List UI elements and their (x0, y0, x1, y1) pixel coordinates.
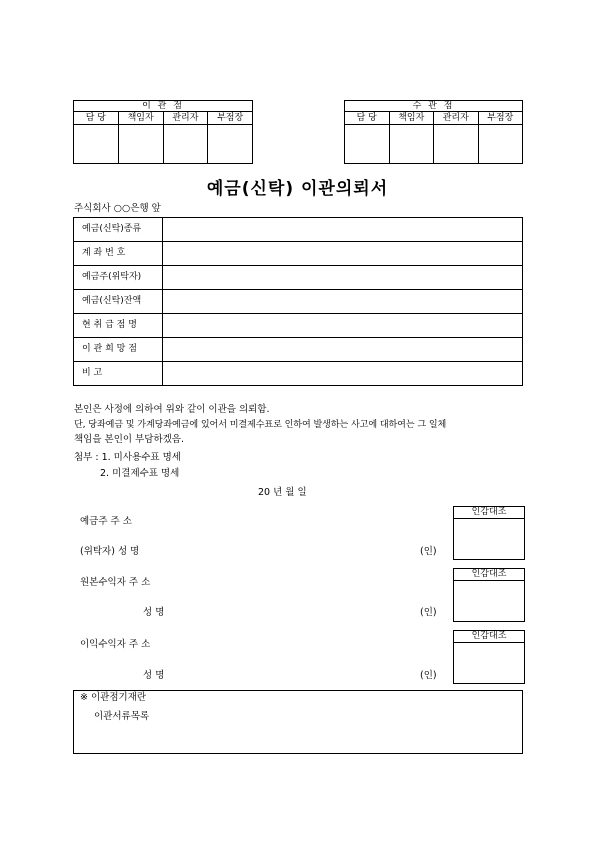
request-statement: 본인은 사정에 의하여 위와 같이 이관을 의뢰함. (74, 404, 270, 415)
row-value[interactable] (163, 266, 523, 290)
signature-cell[interactable] (434, 125, 479, 164)
row-value[interactable] (163, 218, 523, 242)
row-label: 비 고 (74, 362, 163, 386)
approval-col: 관리자 (434, 112, 479, 125)
signature-cell[interactable] (163, 125, 208, 164)
approval-header: 이 관 점 (74, 101, 253, 112)
seal-mark: (인) (420, 670, 437, 681)
principal-beneficiary-name-label: 성 명 (143, 607, 165, 618)
row-value[interactable] (163, 362, 523, 386)
note-item: 이관서류목록 (94, 711, 150, 722)
signature-cell[interactable] (208, 125, 253, 164)
row-label: 계 좌 번 호 (74, 242, 163, 266)
date-line: 20 년 월 일 (258, 487, 307, 498)
table-row (74, 218, 523, 242)
seal-comparison-box[interactable] (453, 568, 525, 622)
seal-mark: (인) (420, 607, 437, 618)
transfer-branch-entry-box[interactable] (73, 690, 523, 754)
table-row (74, 314, 523, 338)
seal-box-label: 인감대조 (454, 507, 524, 519)
approval-col: 책임자 (118, 112, 163, 125)
table-row (74, 362, 523, 386)
approval-col: 관리자 (163, 112, 208, 125)
approval-col: 부점장 (478, 112, 523, 125)
signature-cell[interactable] (478, 125, 523, 164)
signature-cell[interactable] (345, 125, 390, 164)
seal-comparison-box[interactable] (453, 506, 525, 560)
note-title: ※ 이관점기재란 (80, 692, 147, 703)
table-row (74, 290, 523, 314)
approval-table-transfer-in (344, 100, 523, 164)
approval-col: 담 당 (345, 112, 390, 125)
liability-clause: 단, 당좌예금 및 가계당좌예금에 있어서 미결제수표로 인하여 발생하는 사고에 대하여는 그 일체 (74, 420, 447, 430)
seal-comparison-box[interactable] (453, 630, 525, 684)
approval-col: 담 당 (74, 112, 119, 125)
table-row (74, 338, 523, 362)
approval-table-transfer-out (73, 100, 253, 164)
row-label: 예금(신탁)종류 (74, 218, 163, 242)
addressee: 주식회사 ○○은행 앞 (74, 203, 161, 214)
principal-beneficiary-address-label: 원본수익자 주 소 (80, 577, 151, 588)
seal-mark: (인) (420, 546, 437, 557)
table-row (74, 242, 523, 266)
attachment-2: 2. 미결제수표 명세 (100, 468, 180, 479)
table-row (74, 266, 523, 290)
attachment-1: 첨부 : 1. 미사용수표 명세 (74, 452, 181, 463)
row-value[interactable] (163, 242, 523, 266)
row-label: 예금(신탁)잔액 (74, 290, 163, 314)
liability-clause-end: 책임을 본인이 부담하겠음. (74, 434, 185, 445)
row-label: 현 취 급 점 명 (74, 314, 163, 338)
row-label: 예금주(위탁자) (74, 266, 163, 290)
depositor-address-label: 예금주 주 소 (80, 516, 132, 527)
row-value[interactable] (163, 338, 523, 362)
interest-beneficiary-name-label: 성 명 (143, 670, 165, 681)
row-value[interactable] (163, 290, 523, 314)
signature-cell[interactable] (118, 125, 163, 164)
signature-cell[interactable] (389, 125, 434, 164)
approval-header: 수 관 점 (345, 101, 523, 112)
signature-cell[interactable] (74, 125, 119, 164)
seal-box-label: 인감대조 (454, 631, 524, 643)
row-label: 이 관 희 망 점 (74, 338, 163, 362)
approval-col: 부점장 (208, 112, 253, 125)
approval-col: 책임자 (389, 112, 434, 125)
seal-box-label: 인감대조 (454, 569, 524, 581)
row-value[interactable] (163, 314, 523, 338)
depositor-name-label: (위탁자) 성 명 (80, 546, 140, 557)
info-table (73, 217, 523, 386)
interest-beneficiary-address-label: 이익수익자 주 소 (80, 639, 151, 650)
document-title: 예금(신탁) 이관의뢰서 (206, 179, 389, 199)
